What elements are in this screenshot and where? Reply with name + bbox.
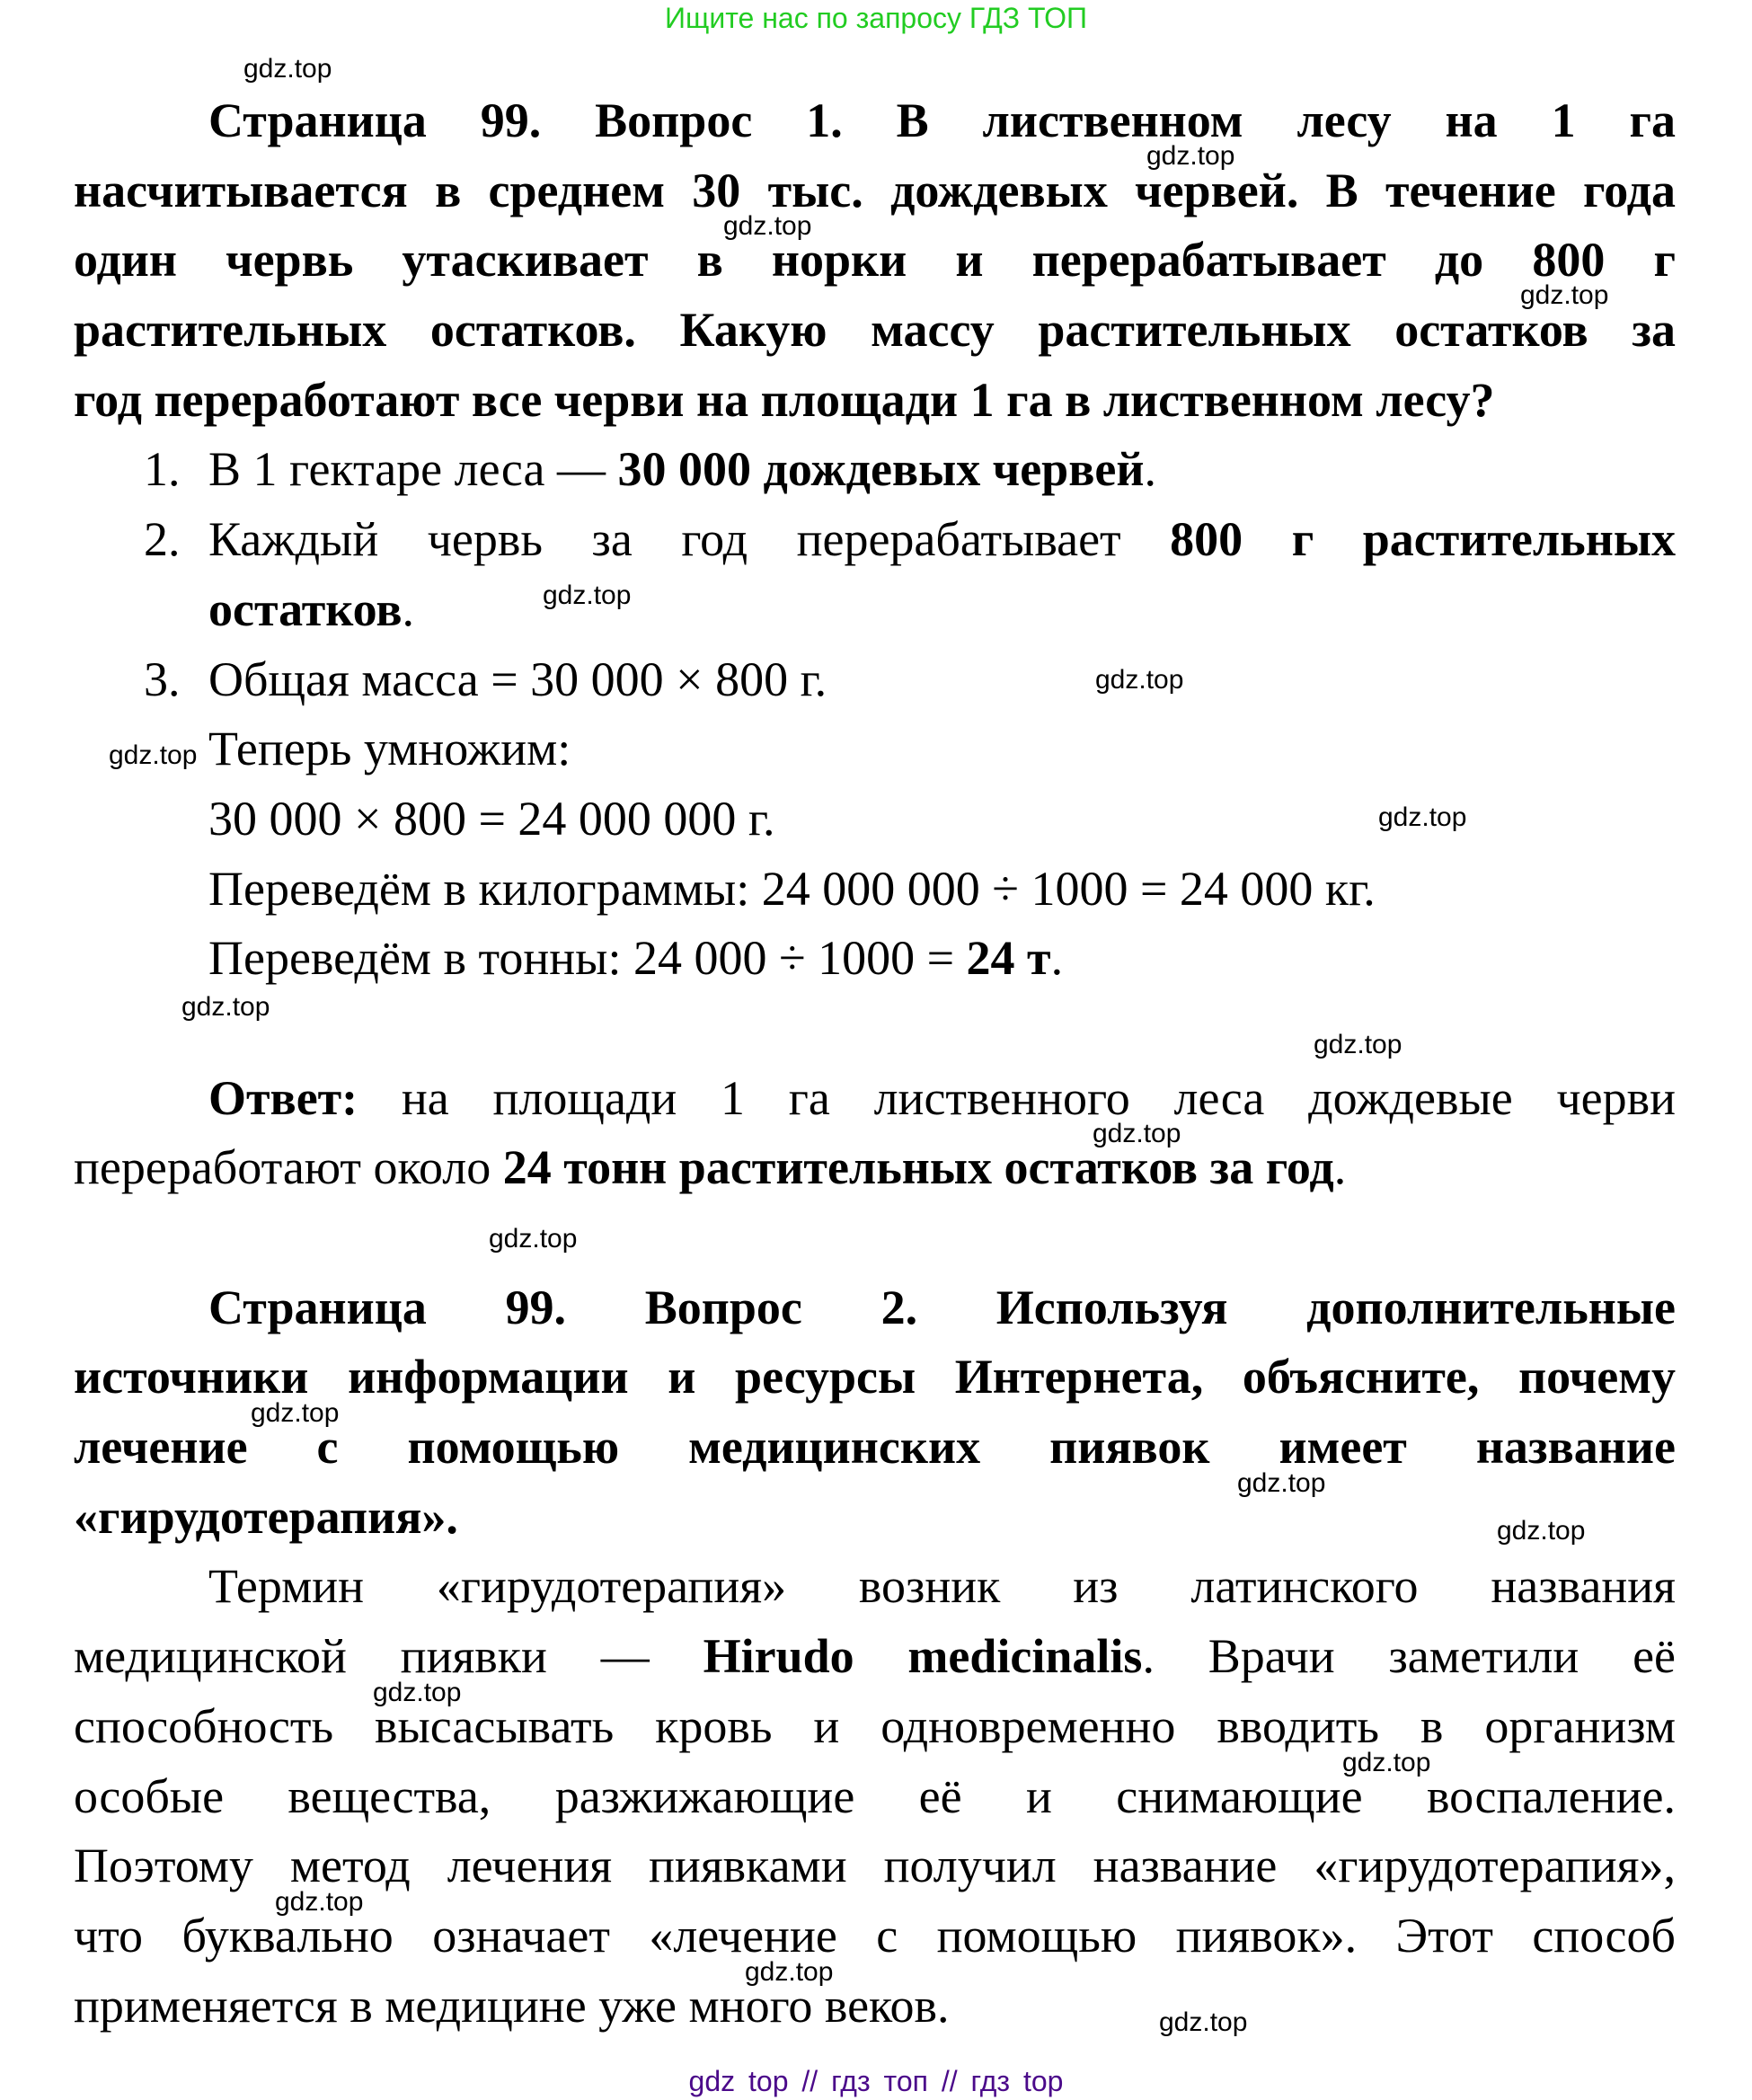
bold-text: источники информации и ресурсы Интернета, объясните, почему: [74, 1350, 1676, 1404]
text-line: [74, 855, 1676, 925]
bold-text: 30 000 дождевых червей: [617, 442, 1145, 497]
list-number: 2.: [144, 512, 181, 567]
text-line: [74, 1483, 1676, 1553]
watermark: gdz.top: [1342, 1748, 1431, 1777]
text: .: [1333, 1140, 1347, 1195]
watermark: gdz.top: [1095, 665, 1184, 695]
watermark: gdz.top: [1378, 802, 1467, 832]
bold-text: Страница 99. Вопрос 1.: [208, 93, 843, 147]
watermark: gdz.top: [1314, 1030, 1402, 1059]
text: особые вещества, разжижающие её и снимающие воспаление.: [74, 1768, 1676, 1823]
text-line: [74, 1622, 1676, 1692]
text-line: [74, 575, 1676, 645]
watermark: gdz.top: [543, 580, 632, 610]
watermark: gdz.top: [1146, 141, 1235, 171]
text-line: [74, 645, 1676, 715]
watermark: gdz.top: [181, 992, 270, 1022]
text: способность высасывать кровь и одновременно вводить в организм: [74, 1698, 1676, 1753]
text-line: [74, 1203, 1676, 1273]
text-line: [74, 994, 1676, 1064]
bold-text: Hirudo medicinalis: [703, 1629, 1143, 1684]
bold-text: 24 т: [966, 931, 1051, 986]
text: Переведём в килограммы: 24 000 000 ÷ 1000 = 24 000 кг.: [208, 861, 1376, 916]
footer-links: gdz top // гдз топ // гдз top: [688, 2065, 1064, 2097]
search-banner: Ищите нас по запросу ГДЗ ТОП: [665, 2, 1087, 34]
text: что буквально означает «лечение с помощью пиявок». Этот способ: [74, 1908, 1676, 1963]
watermark: gdz.top: [745, 1957, 834, 1987]
list-number: 3.: [144, 651, 181, 706]
watermark: gdz.top: [1093, 1119, 1181, 1148]
text: переработают около: [74, 1140, 503, 1195]
text-line: [74, 435, 1676, 505]
text-line: [74, 1762, 1676, 1832]
text: .: [1144, 442, 1156, 497]
watermark: gdz.top: [1497, 1516, 1586, 1546]
text-line: [74, 1692, 1676, 1762]
text-line: [74, 1972, 1676, 2042]
bold-text: насчитывается в среднем 30 тыс. дождевых червей. В течение года: [74, 163, 1676, 217]
text-line: [74, 505, 1676, 575]
text: .: [402, 581, 414, 636]
text: Общая масса = 30 000 × 800 г.: [208, 651, 827, 706]
text-line: [74, 296, 1676, 366]
watermark: gdz.top: [1237, 1468, 1326, 1498]
bold-text: 24 тонн растительных остатков за год: [502, 1140, 1334, 1195]
text: В 1 гектаре леса —: [208, 442, 618, 497]
watermark: gdz.top: [109, 740, 198, 770]
document-body: [74, 86, 1676, 2041]
text: Каждый червь за год перерабатывает: [208, 512, 1171, 567]
bold-text: остатков: [208, 581, 403, 636]
text-line: [74, 1552, 1676, 1622]
text-line: [74, 1273, 1676, 1343]
bold-text: «гирудотерапия».: [74, 1489, 458, 1544]
watermark: gdz.top: [275, 1887, 364, 1917]
text: . Врачи заметили её: [1142, 1629, 1677, 1684]
watermark: gdz.top: [1520, 280, 1609, 310]
watermark: gdz.top: [1159, 2007, 1248, 2037]
bold-text: Ответ:: [208, 1070, 358, 1125]
text: Поэтому метод лечения пиявками получил название «гирудотерапия»,: [74, 1839, 1676, 1893]
watermark: gdz.top: [243, 54, 332, 84]
text: 30 000 × 800 = 24 000 000 г.: [208, 791, 775, 846]
text: медицинской пиявки —: [74, 1629, 703, 1684]
text: применяется в медицине уже много веков.: [74, 1978, 950, 2033]
bold-text: год переработают все черви на площади 1 га в лиственном лесу?: [74, 372, 1495, 427]
text: .: [1050, 931, 1064, 986]
watermark: gdz.top: [373, 1678, 462, 1707]
bold-text: один червь утаскивает в норки и перерабатывает до 800 г: [74, 233, 1676, 288]
text-line: [74, 366, 1676, 436]
bold-text: 800 г растительных: [1170, 512, 1676, 567]
watermark: gdz.top: [489, 1224, 578, 1254]
bold-text: В лиственном лесу на 1 га: [842, 93, 1676, 147]
watermark: gdz.top: [723, 211, 812, 241]
text: Термин «гирудотерапия» возник из латинского названия: [208, 1559, 1676, 1614]
bold-text: растительных остатков. Какую массу растительных остатков за: [74, 303, 1676, 358]
text: Теперь умножим:: [208, 722, 571, 776]
text: Переведём в тонны: 24 000 ÷ 1000 =: [208, 931, 967, 986]
text-line: [74, 714, 1676, 784]
text-line: [74, 1064, 1676, 1134]
text-line: [74, 86, 1676, 156]
text-line: [74, 156, 1676, 226]
list-number: 1.: [144, 442, 181, 497]
watermark: gdz.top: [251, 1398, 340, 1428]
text-line: [74, 226, 1676, 296]
text-line: [74, 924, 1676, 994]
bold-text: Страница 99. Вопрос 2.: [208, 1280, 918, 1334]
bold-text: Используя дополнительные: [917, 1280, 1676, 1334]
bold-text: лечение с помощью медицинских пиявок имеет название: [74, 1420, 1676, 1475]
text-line: [74, 1133, 1676, 1203]
text: на площади 1 га лиственного леса дождевые черви: [358, 1070, 1676, 1125]
